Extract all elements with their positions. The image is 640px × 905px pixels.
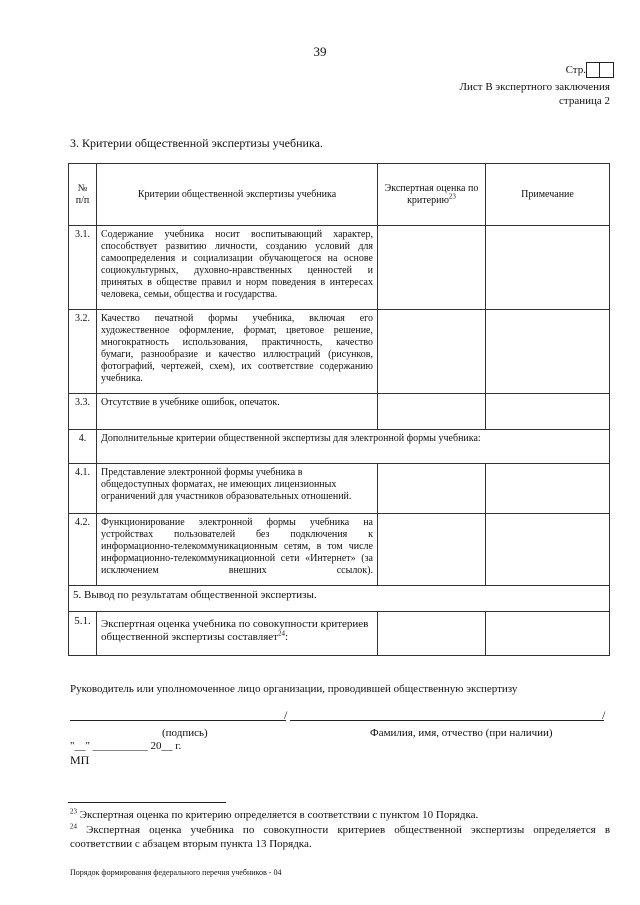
table-row xyxy=(69,226,610,310)
row-51-text: Экспертная оценка учебника по совокупности критериев общественной экспертизы составляет xyxy=(101,618,369,643)
signature-slash-right: / xyxy=(602,708,606,722)
row-number: 4. xyxy=(69,430,97,464)
footnote-mark: 23 xyxy=(70,807,77,816)
footnote-ref-24: 24 xyxy=(277,629,285,638)
col-score-header xyxy=(378,164,486,226)
row-number: 3.2. xyxy=(69,310,97,394)
footnote-text: Экспертная оценка по критерию определяется в соответствии с пунктом 10 Порядка. xyxy=(79,809,479,821)
score-cell[interactable] xyxy=(378,514,486,586)
score-cell[interactable] xyxy=(378,394,486,430)
sheet-title-line1: Лист В экспертного заключения xyxy=(459,81,610,93)
sheet-title xyxy=(460,80,610,108)
sheet-title-line2: страница 2 xyxy=(559,95,610,107)
table-header-row xyxy=(69,164,610,226)
footnote-24 xyxy=(70,823,610,851)
row-criterion: Представление электронной формы учебника в общедоступных форматах, не имеющих лицензионных ограничений для участников образовательных отношений. xyxy=(97,464,378,514)
signature-caption: (подпись) xyxy=(162,727,208,739)
row-criterion: Дополнительные критерии общественной экспертизы для электронной формы учебника: xyxy=(97,430,610,464)
signature-line[interactable] xyxy=(70,720,286,721)
score-cell[interactable] xyxy=(378,612,486,656)
table-row xyxy=(69,310,610,394)
note-cell[interactable] xyxy=(486,612,610,656)
col-note-header: Примечание xyxy=(486,164,610,226)
page-number: 39 xyxy=(313,44,327,59)
footnote-text: Экспертная оценка учебника по совокупности критериев общественной экспертизы определяется в соответствии с абзацем вторым пункта 13 Порядка. xyxy=(70,824,611,850)
row-criterion: Содержание учебника носит воспитывающий характер, способствует развитию личности, созданию условий для самоопределения и социализации обучающегося на основе социокультурных, духовно-нравственных ценностей и принятых в обществе правил и норм поведения в интересах человека, семьи, общества и государства. xyxy=(97,226,378,310)
col-num-header: № п/п xyxy=(69,164,97,226)
footnote-mark: 24 xyxy=(70,822,77,831)
row-criterion: Функционирование электронной формы учебника на устройствах пользователей без подключения к информационно-телекоммуникационным сетям, в том числе информационно-телекоммуникационной сети «Интернет» (за исключением внешних ссылок). xyxy=(97,514,378,586)
full-name-caption: Фамилия, имя, отчество (при наличии) xyxy=(370,727,553,739)
col-criteria-header: Критерии общественной экспертизы учебника xyxy=(97,164,378,226)
table-row xyxy=(69,430,610,464)
footnote-ref-23: 23 xyxy=(448,192,456,201)
page-field-boxes xyxy=(586,62,614,78)
col-score-label: Экспертная оценка по критерию xyxy=(384,182,479,206)
date-field[interactable]: "__" __________ 20__ г. xyxy=(70,740,182,752)
row-criterion: Отсутствие в учебнике ошибок, опечаток. xyxy=(97,394,378,430)
footnote-23 xyxy=(70,808,610,822)
row-number: 5.1. xyxy=(69,612,97,656)
row-51-colon: : xyxy=(284,631,289,643)
row-number: 3.1. xyxy=(69,226,97,310)
section-3-title: 3. Критерии общественной экспертизы учебника. xyxy=(70,136,323,150)
note-cell[interactable] xyxy=(486,394,610,430)
signature-slash-left: / xyxy=(284,708,288,722)
table-row xyxy=(69,394,610,430)
score-cell[interactable] xyxy=(378,464,486,514)
row-number: 3.3. xyxy=(69,394,97,430)
footnote-separator xyxy=(68,802,226,803)
table-row xyxy=(69,464,610,514)
row-criterion: Качество печатной формы учебника, включая его художественное оформление, формат, цветовое решение, многократность использования, практичность, качество бумаги, разнообразие и качество иллюстраций (рисунков, фотографий, чертежей, схем), их соответствие содержанию учебника. xyxy=(97,310,378,394)
table-row xyxy=(69,514,610,586)
stamp-place-label: МП xyxy=(70,753,90,767)
row-number: 4.1. xyxy=(69,464,97,514)
section-5-title: 5. Вывод по результатам общественной экспертизы. xyxy=(69,586,610,612)
leader-caption: Руководитель или уполномоченное лицо организации, проводившей общественную экспертизу xyxy=(70,683,518,695)
note-cell[interactable] xyxy=(486,226,610,310)
note-cell[interactable] xyxy=(486,464,610,514)
row-criterion xyxy=(97,612,378,656)
score-cell[interactable] xyxy=(378,310,486,394)
page-field-label: Стр. xyxy=(565,64,586,76)
table-row xyxy=(69,586,610,612)
table-row xyxy=(69,612,610,656)
criteria-table xyxy=(68,163,610,656)
row-number: 4.2. xyxy=(69,514,97,586)
score-cell[interactable] xyxy=(378,226,486,310)
document-footer-note: Порядок формирования федерального перечня учебников - 04 xyxy=(70,868,282,877)
note-cell[interactable] xyxy=(486,514,610,586)
full-name-line[interactable] xyxy=(290,720,604,721)
note-cell[interactable] xyxy=(486,310,610,394)
